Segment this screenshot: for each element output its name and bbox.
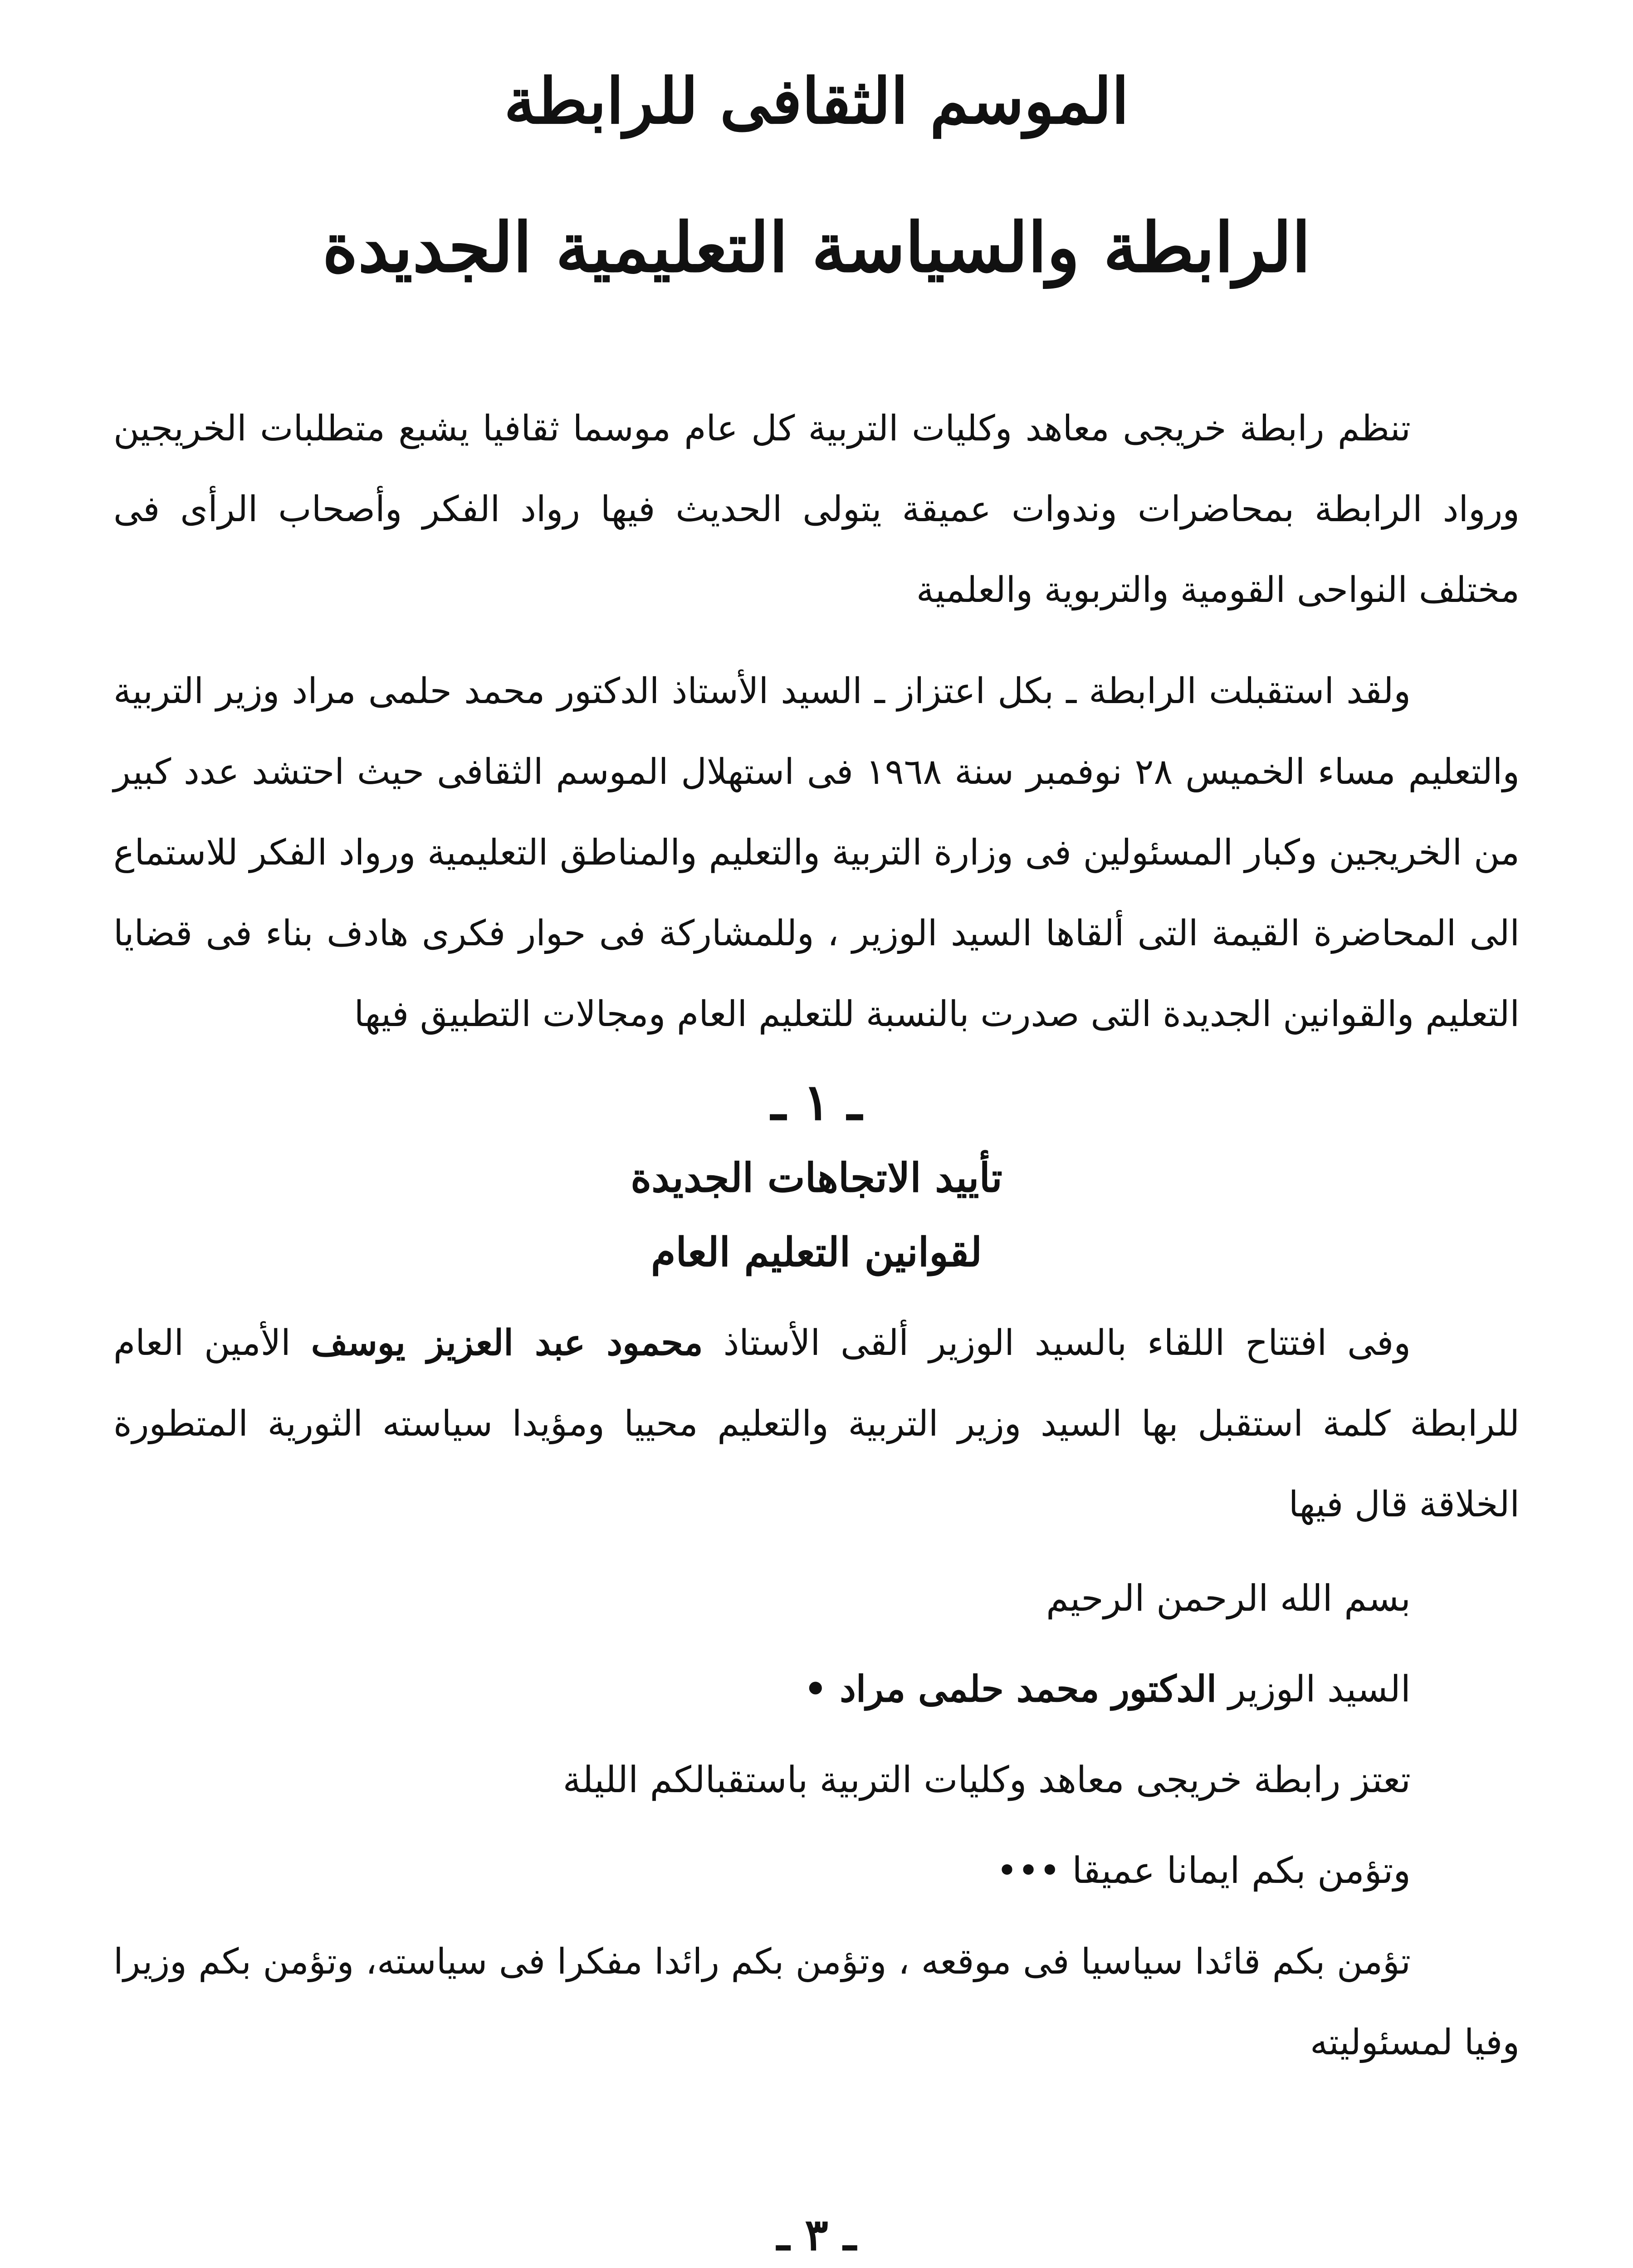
opening-paragraph bbox=[113, 1303, 1520, 1545]
reception-paragraph: ولقد استقبلت الرابطة ـ بكل اعتزاز ـ السيد الأستاذ الدكتور محمد حلمى مراد وزير التربية والتعليم مساء الخميس ٢٨ نوفمبر سنة ١٩٦٨ فى استهلال الموسم الثقافى حيث احتشد عدد كبير من الخريجين وكبار المسئولين فى وزارة التربية والتعليم والمناطق التعليمية ورواد الفكر للاستماع الى المحاضرة القيمة التى ألقاها السيد الوزير ، وللمشاركة فى حوار فكرى هادف بناء فى قضايا التعليم والقوانين الجديدة التى صدرت بالنسبة للتعليم العام ومجالات التطبيق فيها bbox=[113, 670, 1520, 1035]
minister-name: الدكتور محمد حلمى مراد • bbox=[804, 1667, 1217, 1710]
speech-paragraph-3: تؤمن بكم قائدا سياسيا فى موقعه ، وتؤمن بكم رائدا مفكرا فى سياسته، وتؤمن بكم وزيرا وفيا لمسئوليته bbox=[113, 1941, 1520, 2063]
speech-line-2: وتؤمن بكم ايمانا عميقا ••• bbox=[996, 1849, 1411, 1892]
opening-text-end: الأمين العام للرابطة كلمة استقبل بها السيد وزير التربية والتعليم محييا ومؤيدا سياسته الثورية المتطورة الخلاقة قال فيها bbox=[113, 1322, 1520, 1525]
series-title: الموسم الثقافى للرابطة bbox=[504, 64, 1129, 138]
speech-line-1: تعتز رابطة خريجى معاهد وكليات التربية باستقبالكم الليلة bbox=[562, 1758, 1411, 1801]
intro-paragraph: تنظم رابطة خريجى معاهد وكليات التربية كل عام موسما ثقافيا يشبع متطلبات الخريجين ورواد الرابطة بمحاضرات وندوات عميقة يتولى الحديث فيها رواد الفكر وأصحاب الرأى فى مختلف النواحى القومية والتربوية والعلمية bbox=[113, 408, 1520, 611]
section-heading-line2: لقوانين التعليم العام bbox=[650, 1228, 983, 1276]
address-line bbox=[113, 1649, 1520, 1729]
opening-text-start: وفى افتتاح اللقاء بالسيد الوزير ألقى الأستاذ bbox=[703, 1322, 1411, 1364]
section-heading-line1: تأييد الاتجاهات الجديدة bbox=[631, 1154, 1002, 1201]
basmala-line: بسم الله الرحمن الرحيم bbox=[1046, 1577, 1411, 1619]
section-number: ـ ١ ـ bbox=[771, 1072, 862, 1131]
address-prefix: السيد الوزير bbox=[1217, 1667, 1411, 1710]
article-title: الرابطة والسياسة التعليمية الجديدة bbox=[322, 207, 1311, 288]
page-number: ـ ٣ ـ bbox=[777, 2209, 856, 2260]
secretary-name: محمود عبد العزيز يوسف bbox=[311, 1322, 703, 1364]
